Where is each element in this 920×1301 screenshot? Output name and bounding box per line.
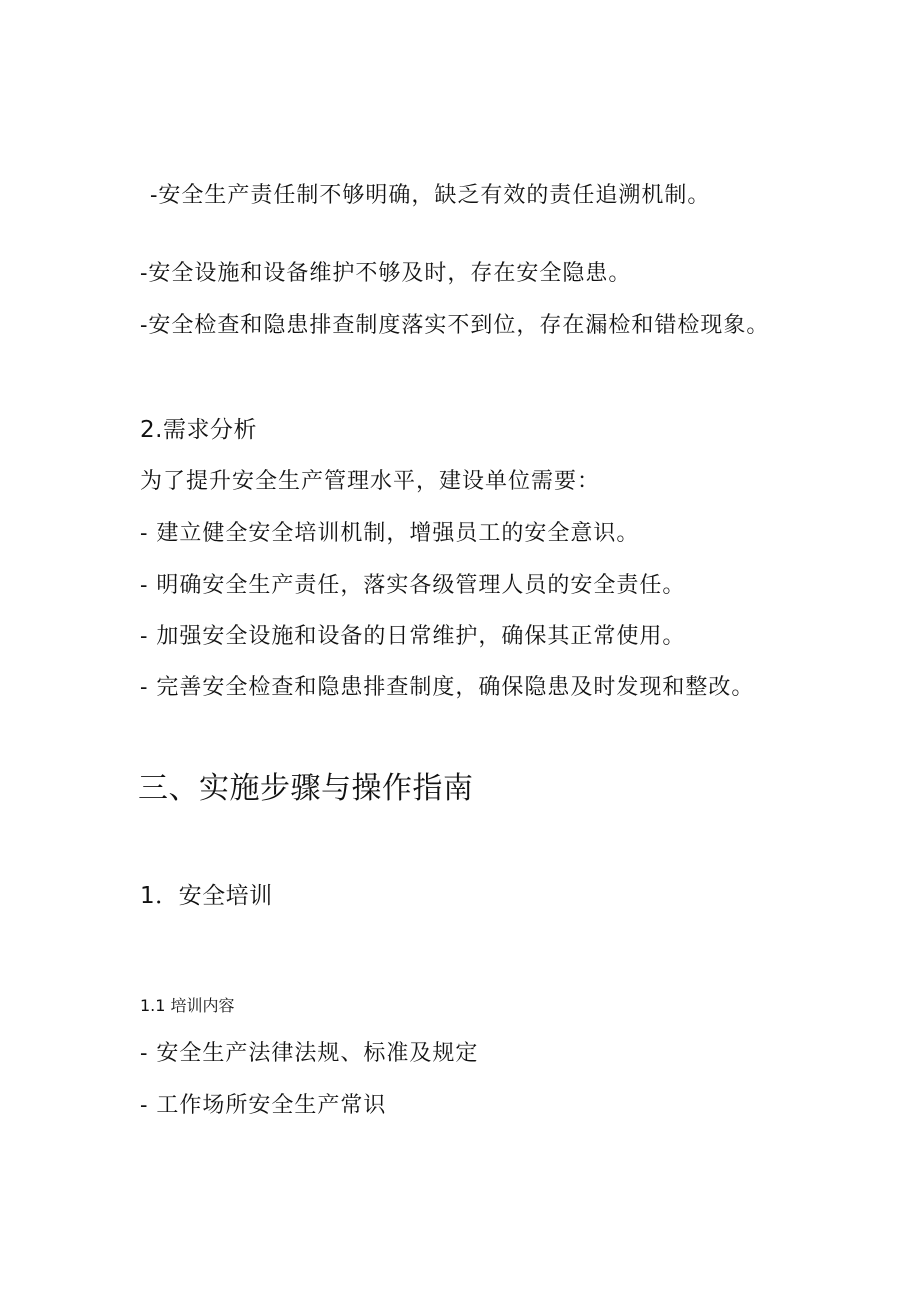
training-content-item-1: - 安全生产法律法规、标准及规定: [140, 1041, 479, 1066]
needs-item-3: - 加强安全设施和设备的日常维护，确保其正常使用。: [140, 624, 686, 649]
problem-line-1: -安全生产责任制不够明确，缺乏有效的责任追溯机制。: [150, 183, 711, 208]
needs-intro: 为了提升安全生产管理水平，建设单位需要：: [140, 469, 601, 494]
needs-item-4: - 完善安全检查和隐患排查制度，确保隐患及时发现和整改。: [140, 675, 755, 700]
section-safety-training-heading: 1．安全培训: [140, 883, 273, 909]
needs-analysis-heading: 2.需求分析: [140, 417, 257, 443]
needs-item-2: - 明确安全生产责任，落实各级管理人员的安全责任。: [140, 573, 686, 598]
problem-line-2: -安全设施和设备维护不够及时，存在安全隐患。: [140, 261, 632, 286]
subsection-training-content-heading: 1.1 培训内容: [140, 996, 235, 1015]
needs-item-1: - 建立健全安全培训机制，增强员工的安全意识。: [140, 521, 640, 546]
training-content-item-2: - 工作场所安全生产常识: [140, 1093, 387, 1118]
chapter-three-heading: 三、实施步骤与操作指南: [138, 771, 474, 806]
problem-line-3: -安全检查和隐患排查制度落实不到位，存在漏检和错检现象。: [140, 313, 770, 338]
